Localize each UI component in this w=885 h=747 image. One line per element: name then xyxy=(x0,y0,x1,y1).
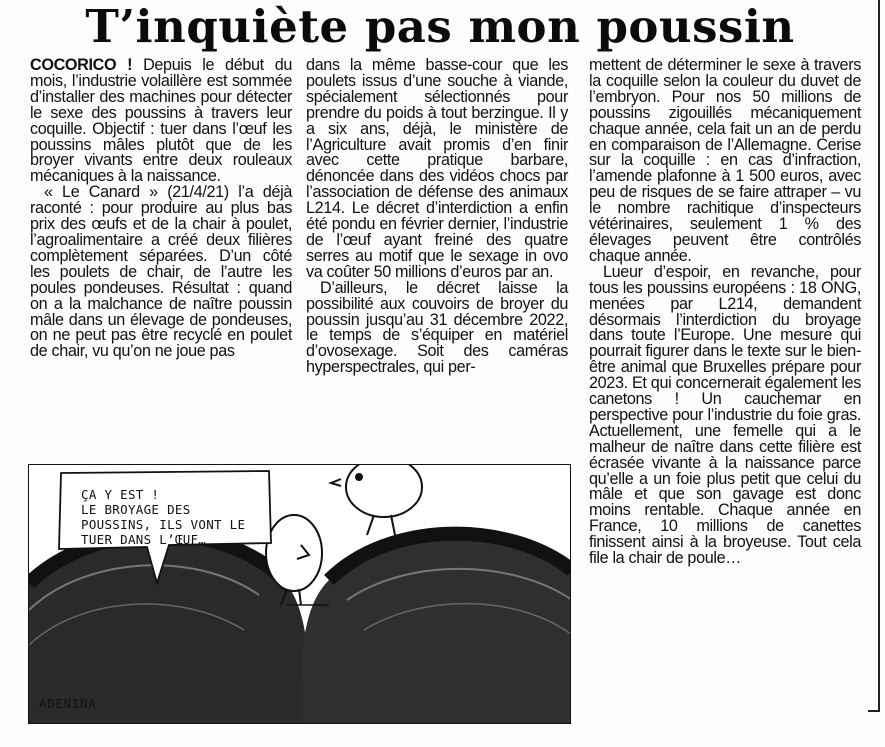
chick-beak xyxy=(331,479,341,486)
paragraph: « Le Canard » (21/4/21) l’a déjà raconté : pour produire au plus bas prix des œufs et de la chair à poulet, l’agroalimentaire a créé deux filières complètement séparées. D’un côté les poulets de chair, de l’autre les poules pondeuses. Résultat : quand on a la malchance de naître poussin mâle dans un élevage de pondeuses, on ne peut pas être recyclé en poulet de chair, vu qu’on ne joue pas xyxy=(30,183,292,361)
article-column-1 xyxy=(30,58,292,360)
chick-eye xyxy=(355,473,363,481)
chick-leg xyxy=(299,589,301,605)
paragraph-text: Depuis le début du mois, l’industrie volaillère est sommée d’installer des machines pour détecter le sexe des poussins à travers leur coquille. Objectif : tuer dans l’œuf les poussins mâles plutôt que de les broyer vivants entre deux rouleaux mécaniques à la naissance. xyxy=(30,56,293,186)
rule-end-mark xyxy=(868,710,880,712)
artist-signature: ADENINA xyxy=(39,697,97,711)
bubble-line: POUSSINS, ILS VONT LE xyxy=(81,517,246,532)
speech-bubble-text xyxy=(81,487,266,547)
chick-left xyxy=(266,515,322,591)
cartoon-illustration xyxy=(28,464,571,724)
column-rule xyxy=(878,0,880,712)
paragraph: Lueur d’espoir, en revanche, pour tous les poussins européens : 18 ONG, menées par L214, demandent désormais l’interdiction du broyage dans toute l’Europe. Une mesure qui pourrait figurer dans le texte sur le bien-être animal que Bruxelles prépare pour 2023. Et qui concernerait également les canetons ! Un cauchemar en perspective pour l’industrie du foie gras. Actuellement, une femelle qui a le malheur de naître dans cette filière est écrasée vivante à la naissance parce qu’elle a un foie plus petit que celui du mâle et que son gavage est donc moins rentable. Chaque année en France, 10 millions de canettes finissent ainsi à la broyeuse. Tout cela file la chair de poule… xyxy=(589,262,861,568)
article-column-2 xyxy=(306,58,568,376)
bubble-line: TUER DANS L’ŒUF… xyxy=(81,532,207,547)
chick-right xyxy=(346,465,422,517)
paragraph xyxy=(30,58,292,185)
article-column-3 xyxy=(589,58,861,567)
lead-word: COCORICO ! xyxy=(30,56,133,74)
chick-leg xyxy=(367,515,374,535)
paragraph: mettent de déterminer le sexe à travers la coquille selon la couleur du duvet de l’embryon. Pour nos 50 millions de poussins zigouillés mécaniquement chaque année, cela fait un an de perdu en comparaison de l’Allemagne. Cerise sur la coquille : en cas d’infraction, l’amende plafonne à 1 500 euros, avec peu de risques de se faire attraper – vu le nombre rachitique d’inspecteurs vétérinaires, seulement 1 % des élevages peuvent être contrôlés chaque année. xyxy=(589,56,861,265)
bubble-line: LE BROYAGE DES xyxy=(81,502,191,517)
chick-leg xyxy=(391,515,395,535)
paragraph: dans la même basse-cour que les poulets issus d’une souche à viande, spécialement sélectionnés pour prendre du poids à tout berzingue. Il y a six ans, déjà, le ministère de l’Agriculture avait promis d’en finir avec cette pratique barbare, dénoncée dans des vidéos chocs par l’association de défense des animaux L214. Le décret d’interdiction a enfin été pondu en février dernier, l’industrie de l’œuf ayant freiné des quatre serres au motif que le sexage in ovo va coûter 50 millions d’euros par an. xyxy=(306,56,568,281)
article-headline: T’inquiète pas mon poussin xyxy=(85,0,795,53)
paragraph: D’ailleurs, le décret laisse la possibilité aux couvoirs de broyer du poussin jusqu’au 31 décembre 2022, le temps de s’équiper en matériel d’ovosexage. Soit des caméras hyperspectrales, qui per- xyxy=(306,278,568,377)
bubble-line: ÇA Y EST ! xyxy=(81,487,160,502)
